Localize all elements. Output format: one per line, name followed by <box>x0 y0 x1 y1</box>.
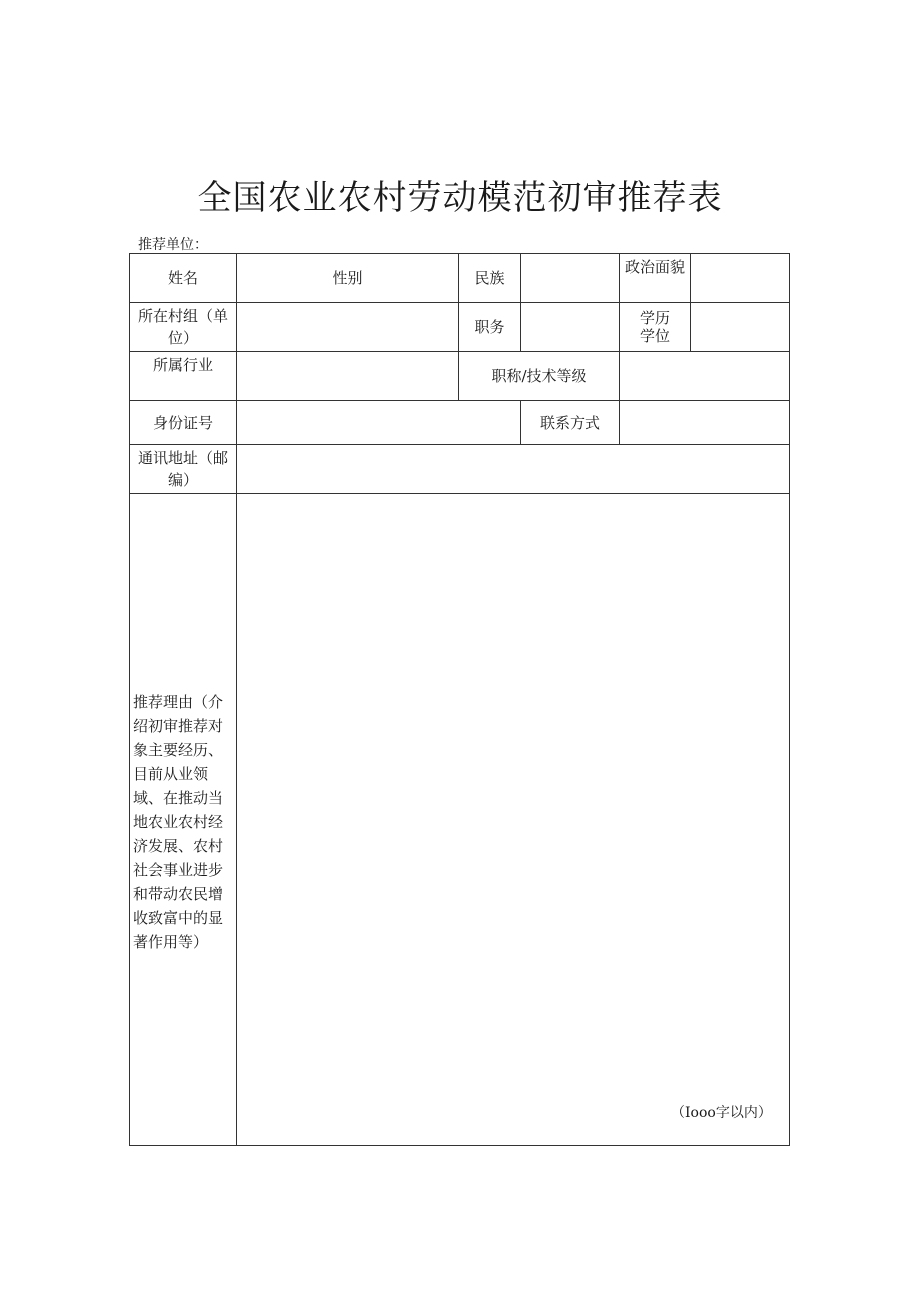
name-label: 姓名 <box>130 254 237 303</box>
industry-value[interactable] <box>237 352 459 401</box>
education-degree-label: 学历学位 <box>620 303 691 352</box>
id-number-label: 身份证号 <box>130 401 237 445</box>
word-limit-note: （Iooo字以内） <box>671 1105 772 1121</box>
ethnicity-value[interactable] <box>521 254 620 303</box>
recommendation-reason-value[interactable] <box>237 494 790 1145</box>
ethnicity-label: 民族 <box>459 254 521 303</box>
recommendation-reason-row <box>130 494 790 1145</box>
industry-label: 所属行业 <box>130 352 237 401</box>
village-unit-label: 所在村组（单位） <box>130 303 237 352</box>
recommending-unit-label: 推荐单位： <box>138 237 208 253</box>
professional-title-label: 职称/技术等级 <box>459 352 620 401</box>
page-title: 全国农业农村劳动模范初审推荐表 <box>197 178 723 218</box>
contact-label: 联系方式 <box>521 401 620 445</box>
education-degree-value[interactable] <box>691 303 790 352</box>
mailing-address-value[interactable] <box>237 445 790 494</box>
mailing-address-label: 通讯地址（邮编） <box>130 445 237 494</box>
political-status-value[interactable] <box>691 254 790 303</box>
gender-label: 性别 <box>237 254 459 303</box>
position-label: 职务 <box>459 303 521 352</box>
political-status-label: 政治面貌 <box>620 254 691 303</box>
position-value[interactable] <box>521 303 620 352</box>
contact-value[interactable] <box>620 401 790 445</box>
id-number-value[interactable] <box>237 401 521 445</box>
village-unit-value[interactable] <box>237 303 459 352</box>
professional-title-value[interactable] <box>620 352 790 401</box>
recommendation-reason-label: 推荐理由（介绍初审推荐对象主要经历、目前从业领域、在推动当地农业农村经济发展、农村社会事业进步和带动农民增收致富中的显著作用等） <box>130 494 237 1146</box>
recommendation-form-table <box>129 253 790 1146</box>
